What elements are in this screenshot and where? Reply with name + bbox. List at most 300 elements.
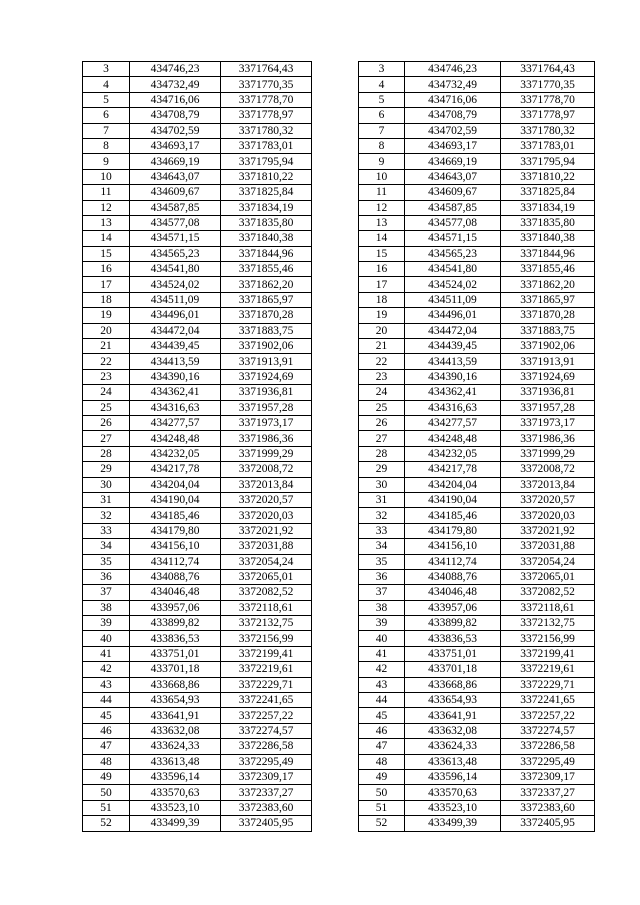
y-coordinate-cell: 3371778,97 xyxy=(501,108,595,123)
y-coordinate-cell: 3371810,22 xyxy=(501,169,595,184)
table-row xyxy=(359,385,595,400)
x-coordinate-cell: 434472,04 xyxy=(130,323,221,338)
point-number-cell: 35 xyxy=(359,554,405,569)
point-number-cell: 7 xyxy=(359,123,405,138)
y-coordinate-cell: 3371834,19 xyxy=(221,200,312,215)
point-number-cell: 5 xyxy=(359,92,405,107)
x-coordinate-cell: 434248,48 xyxy=(130,431,221,446)
table-row xyxy=(359,231,595,246)
x-coordinate-cell: 434524,02 xyxy=(405,277,501,292)
table-row xyxy=(359,277,595,292)
coordinates-table-left xyxy=(82,61,312,832)
point-number-cell: 10 xyxy=(359,169,405,184)
y-coordinate-cell: 3371986,36 xyxy=(501,431,595,446)
y-coordinate-cell: 3372199,41 xyxy=(221,646,312,661)
point-number-cell: 9 xyxy=(83,154,130,169)
point-number-cell: 5 xyxy=(83,92,130,107)
table-row xyxy=(359,185,595,200)
point-number-cell: 42 xyxy=(359,662,405,677)
point-number-cell: 20 xyxy=(83,323,130,338)
table-row xyxy=(83,308,312,323)
table-row xyxy=(83,600,312,615)
point-number-cell: 52 xyxy=(359,816,405,831)
table-row xyxy=(359,138,595,153)
y-coordinate-cell: 3372219,61 xyxy=(221,662,312,677)
table-row xyxy=(83,492,312,507)
x-coordinate-cell: 433668,86 xyxy=(130,677,221,692)
y-coordinate-cell: 3372118,61 xyxy=(501,600,595,615)
point-number-cell: 51 xyxy=(83,800,130,815)
y-coordinate-cell: 3371862,20 xyxy=(221,277,312,292)
point-number-cell: 41 xyxy=(83,646,130,661)
table-row xyxy=(83,662,312,677)
y-coordinate-cell: 3371957,28 xyxy=(221,400,312,415)
point-number-cell: 36 xyxy=(359,569,405,584)
y-coordinate-cell: 3371770,35 xyxy=(501,77,595,92)
x-coordinate-cell: 433751,01 xyxy=(405,646,501,661)
x-coordinate-cell: 433613,48 xyxy=(405,754,501,769)
table-row xyxy=(83,415,312,430)
table-row xyxy=(83,523,312,538)
y-coordinate-cell: 3372013,84 xyxy=(501,477,595,492)
y-coordinate-cell: 3371999,29 xyxy=(221,446,312,461)
x-coordinate-cell: 434413,59 xyxy=(405,354,501,369)
table-row xyxy=(359,769,595,784)
y-coordinate-cell: 3371936,81 xyxy=(501,385,595,400)
point-number-cell: 31 xyxy=(359,492,405,507)
table-row xyxy=(83,92,312,107)
y-coordinate-cell: 3372031,88 xyxy=(221,539,312,554)
x-coordinate-cell: 433523,10 xyxy=(130,800,221,815)
y-coordinate-cell: 3372020,03 xyxy=(221,508,312,523)
x-coordinate-cell: 434112,74 xyxy=(130,554,221,569)
x-coordinate-cell: 433596,14 xyxy=(130,769,221,784)
point-number-cell: 14 xyxy=(83,231,130,246)
table-row xyxy=(83,354,312,369)
coordinates-table-right xyxy=(358,61,595,832)
y-coordinate-cell: 3371778,70 xyxy=(501,92,595,107)
table-row xyxy=(83,369,312,384)
x-coordinate-cell: 434643,07 xyxy=(130,169,221,184)
y-coordinate-cell: 3372132,75 xyxy=(501,616,595,631)
x-coordinate-cell: 433641,91 xyxy=(130,708,221,723)
point-number-cell: 27 xyxy=(83,431,130,446)
y-coordinate-cell: 3372156,99 xyxy=(501,631,595,646)
x-coordinate-cell: 434702,59 xyxy=(130,123,221,138)
x-coordinate-cell: 434088,76 xyxy=(130,569,221,584)
y-coordinate-cell: 3371913,91 xyxy=(221,354,312,369)
point-number-cell: 50 xyxy=(83,785,130,800)
point-number-cell: 27 xyxy=(359,431,405,446)
table-row xyxy=(83,569,312,584)
point-number-cell: 15 xyxy=(83,246,130,261)
point-number-cell: 4 xyxy=(83,77,130,92)
x-coordinate-cell: 434565,23 xyxy=(130,246,221,261)
point-number-cell: 48 xyxy=(359,754,405,769)
point-number-cell: 3 xyxy=(359,62,405,77)
x-coordinate-cell: 434609,67 xyxy=(130,185,221,200)
y-coordinate-cell: 3371834,19 xyxy=(501,200,595,215)
table-row xyxy=(359,708,595,723)
table-row xyxy=(83,169,312,184)
x-coordinate-cell: 433570,63 xyxy=(130,785,221,800)
y-coordinate-cell: 3372054,24 xyxy=(221,554,312,569)
table-row xyxy=(83,677,312,692)
y-coordinate-cell: 3371999,29 xyxy=(501,446,595,461)
point-number-cell: 25 xyxy=(359,400,405,415)
table-row xyxy=(83,246,312,261)
x-coordinate-cell: 434565,23 xyxy=(405,246,501,261)
x-coordinate-cell: 434185,46 xyxy=(130,508,221,523)
point-number-cell: 32 xyxy=(359,508,405,523)
table-row xyxy=(359,477,595,492)
point-number-cell: 22 xyxy=(83,354,130,369)
table-row xyxy=(83,262,312,277)
x-coordinate-cell: 434669,19 xyxy=(130,154,221,169)
y-coordinate-cell: 3372219,61 xyxy=(501,662,595,677)
table-row xyxy=(359,246,595,261)
x-coordinate-cell: 434232,05 xyxy=(130,446,221,461)
x-coordinate-cell: 434204,04 xyxy=(130,477,221,492)
point-number-cell: 25 xyxy=(83,400,130,415)
table-row xyxy=(359,308,595,323)
point-number-cell: 32 xyxy=(83,508,130,523)
y-coordinate-cell: 3372065,01 xyxy=(221,569,312,584)
x-coordinate-cell: 434587,85 xyxy=(405,200,501,215)
y-coordinate-cell: 3371778,70 xyxy=(221,92,312,107)
table-row xyxy=(83,431,312,446)
table-row xyxy=(83,739,312,754)
x-coordinate-cell: 434693,17 xyxy=(130,138,221,153)
point-number-cell: 30 xyxy=(83,477,130,492)
table-row xyxy=(359,631,595,646)
y-coordinate-cell: 3372013,84 xyxy=(221,477,312,492)
y-coordinate-cell: 3371957,28 xyxy=(501,400,595,415)
point-number-cell: 20 xyxy=(359,323,405,338)
y-coordinate-cell: 3372020,03 xyxy=(501,508,595,523)
point-number-cell: 39 xyxy=(83,616,130,631)
table-row xyxy=(83,231,312,246)
y-coordinate-cell: 3372132,75 xyxy=(221,616,312,631)
x-coordinate-cell: 434577,08 xyxy=(405,215,501,230)
table-row xyxy=(359,92,595,107)
y-coordinate-cell: 3371764,43 xyxy=(501,62,595,77)
y-coordinate-cell: 3371780,32 xyxy=(221,123,312,138)
x-coordinate-cell: 433701,18 xyxy=(130,662,221,677)
x-coordinate-cell: 433899,82 xyxy=(405,616,501,631)
point-number-cell: 7 xyxy=(83,123,130,138)
table-row xyxy=(83,385,312,400)
table-row xyxy=(83,708,312,723)
point-number-cell: 15 xyxy=(359,246,405,261)
x-coordinate-cell: 433632,08 xyxy=(130,723,221,738)
table-row xyxy=(83,800,312,815)
x-coordinate-cell: 434571,15 xyxy=(405,231,501,246)
y-coordinate-cell: 3371783,01 xyxy=(501,138,595,153)
table-row xyxy=(83,215,312,230)
x-coordinate-cell: 433751,01 xyxy=(130,646,221,661)
y-coordinate-cell: 3372118,61 xyxy=(221,600,312,615)
y-coordinate-cell: 3372021,92 xyxy=(501,523,595,538)
x-coordinate-cell: 434609,67 xyxy=(405,185,501,200)
x-coordinate-cell: 434362,41 xyxy=(130,385,221,400)
table-row xyxy=(359,462,595,477)
x-coordinate-cell: 434088,76 xyxy=(405,569,501,584)
x-coordinate-cell: 433570,63 xyxy=(405,785,501,800)
x-coordinate-cell: 434496,01 xyxy=(130,308,221,323)
x-coordinate-cell: 433523,10 xyxy=(405,800,501,815)
x-coordinate-cell: 433499,39 xyxy=(130,816,221,831)
x-coordinate-cell: 433899,82 xyxy=(130,616,221,631)
y-coordinate-cell: 3371825,84 xyxy=(221,185,312,200)
x-coordinate-cell: 434248,48 xyxy=(405,431,501,446)
y-coordinate-cell: 3372241,65 xyxy=(501,693,595,708)
y-coordinate-cell: 3372065,01 xyxy=(501,569,595,584)
coordinates-table-left-body xyxy=(83,62,312,832)
table-row xyxy=(83,754,312,769)
point-number-cell: 45 xyxy=(359,708,405,723)
y-coordinate-cell: 3372405,95 xyxy=(501,816,595,831)
point-number-cell: 21 xyxy=(83,339,130,354)
x-coordinate-cell: 434732,49 xyxy=(405,77,501,92)
point-number-cell: 35 xyxy=(83,554,130,569)
y-coordinate-cell: 3372274,57 xyxy=(501,723,595,738)
table-row xyxy=(359,415,595,430)
table-row xyxy=(359,323,595,338)
table-row xyxy=(359,785,595,800)
table-row xyxy=(359,523,595,538)
table-row xyxy=(83,539,312,554)
x-coordinate-cell: 434316,63 xyxy=(130,400,221,415)
y-coordinate-cell: 3372383,60 xyxy=(221,800,312,815)
x-coordinate-cell: 433668,86 xyxy=(405,677,501,692)
table-row xyxy=(359,154,595,169)
table-row xyxy=(359,816,595,831)
y-coordinate-cell: 3372008,72 xyxy=(501,462,595,477)
x-coordinate-cell: 434693,17 xyxy=(405,138,501,153)
table-row xyxy=(359,723,595,738)
point-number-cell: 46 xyxy=(359,723,405,738)
table-row xyxy=(83,123,312,138)
point-number-cell: 13 xyxy=(83,215,130,230)
point-number-cell: 31 xyxy=(83,492,130,507)
x-coordinate-cell: 434390,16 xyxy=(405,369,501,384)
x-coordinate-cell: 433632,08 xyxy=(405,723,501,738)
table-row xyxy=(359,292,595,307)
y-coordinate-cell: 3372199,41 xyxy=(501,646,595,661)
x-coordinate-cell: 434541,80 xyxy=(130,262,221,277)
y-coordinate-cell: 3371783,01 xyxy=(221,138,312,153)
point-number-cell: 40 xyxy=(83,631,130,646)
y-coordinate-cell: 3371844,96 xyxy=(221,246,312,261)
y-coordinate-cell: 3371795,94 xyxy=(221,154,312,169)
y-coordinate-cell: 3372383,60 xyxy=(501,800,595,815)
x-coordinate-cell: 434472,04 xyxy=(405,323,501,338)
table-row xyxy=(359,431,595,446)
y-coordinate-cell: 3372257,22 xyxy=(501,708,595,723)
y-coordinate-cell: 3372082,52 xyxy=(221,585,312,600)
x-coordinate-cell: 434316,63 xyxy=(405,400,501,415)
table-row xyxy=(83,323,312,338)
table-row xyxy=(359,446,595,461)
point-number-cell: 3 xyxy=(83,62,130,77)
table-row xyxy=(359,646,595,661)
x-coordinate-cell: 434496,01 xyxy=(405,308,501,323)
table-row xyxy=(359,800,595,815)
point-number-cell: 16 xyxy=(83,262,130,277)
x-coordinate-cell: 433957,06 xyxy=(130,600,221,615)
y-coordinate-cell: 3371764,43 xyxy=(221,62,312,77)
table-row xyxy=(83,138,312,153)
point-number-cell: 22 xyxy=(359,354,405,369)
y-coordinate-cell: 3372156,99 xyxy=(221,631,312,646)
x-coordinate-cell: 434112,74 xyxy=(405,554,501,569)
x-coordinate-cell: 434413,59 xyxy=(130,354,221,369)
point-number-cell: 33 xyxy=(83,523,130,538)
x-coordinate-cell: 433654,93 xyxy=(405,693,501,708)
point-number-cell: 21 xyxy=(359,339,405,354)
table-row xyxy=(83,816,312,831)
y-coordinate-cell: 3371862,20 xyxy=(501,277,595,292)
x-coordinate-cell: 434277,57 xyxy=(405,415,501,430)
y-coordinate-cell: 3371844,96 xyxy=(501,246,595,261)
table-row xyxy=(83,77,312,92)
x-coordinate-cell: 434185,46 xyxy=(405,508,501,523)
x-coordinate-cell: 433596,14 xyxy=(405,769,501,784)
point-number-cell: 42 xyxy=(83,662,130,677)
table-row xyxy=(359,215,595,230)
point-number-cell: 29 xyxy=(359,462,405,477)
y-coordinate-cell: 3371865,97 xyxy=(221,292,312,307)
x-coordinate-cell: 434669,19 xyxy=(405,154,501,169)
y-coordinate-cell: 3371973,17 xyxy=(501,415,595,430)
table-row xyxy=(359,539,595,554)
point-number-cell: 45 xyxy=(83,708,130,723)
y-coordinate-cell: 3371855,46 xyxy=(501,262,595,277)
x-coordinate-cell: 434708,79 xyxy=(405,108,501,123)
table-row xyxy=(359,508,595,523)
y-coordinate-cell: 3371855,46 xyxy=(221,262,312,277)
y-coordinate-cell: 3372257,22 xyxy=(221,708,312,723)
y-coordinate-cell: 3372405,95 xyxy=(221,816,312,831)
y-coordinate-cell: 3372054,24 xyxy=(501,554,595,569)
table-row xyxy=(359,400,595,415)
y-coordinate-cell: 3371902,06 xyxy=(501,339,595,354)
y-coordinate-cell: 3372295,49 xyxy=(501,754,595,769)
table-row xyxy=(83,477,312,492)
y-coordinate-cell: 3371840,38 xyxy=(221,231,312,246)
table-row xyxy=(83,646,312,661)
x-coordinate-cell: 434716,06 xyxy=(405,92,501,107)
table-row xyxy=(359,739,595,754)
x-coordinate-cell: 434524,02 xyxy=(130,277,221,292)
x-coordinate-cell: 433836,53 xyxy=(130,631,221,646)
x-coordinate-cell: 434156,10 xyxy=(130,539,221,554)
table-row xyxy=(359,600,595,615)
y-coordinate-cell: 3371835,80 xyxy=(501,215,595,230)
y-coordinate-cell: 3372020,57 xyxy=(501,492,595,507)
x-coordinate-cell: 434217,78 xyxy=(405,462,501,477)
point-number-cell: 37 xyxy=(359,585,405,600)
x-coordinate-cell: 433624,33 xyxy=(130,739,221,754)
point-number-cell: 51 xyxy=(359,800,405,815)
point-number-cell: 49 xyxy=(83,769,130,784)
coordinates-table-right-body xyxy=(359,62,595,832)
point-number-cell: 30 xyxy=(359,477,405,492)
table-row xyxy=(359,62,595,77)
x-coordinate-cell: 434362,41 xyxy=(405,385,501,400)
x-coordinate-cell: 434046,48 xyxy=(130,585,221,600)
x-coordinate-cell: 434587,85 xyxy=(130,200,221,215)
x-coordinate-cell: 434390,16 xyxy=(130,369,221,384)
table-row xyxy=(83,693,312,708)
y-coordinate-cell: 3371913,91 xyxy=(501,354,595,369)
point-number-cell: 36 xyxy=(83,569,130,584)
x-coordinate-cell: 434179,80 xyxy=(405,523,501,538)
x-coordinate-cell: 433957,06 xyxy=(405,600,501,615)
x-coordinate-cell: 433654,93 xyxy=(130,693,221,708)
y-coordinate-cell: 3371770,35 xyxy=(221,77,312,92)
y-coordinate-cell: 3372241,65 xyxy=(221,693,312,708)
point-number-cell: 9 xyxy=(359,154,405,169)
table-row xyxy=(83,108,312,123)
y-coordinate-cell: 3372309,17 xyxy=(221,769,312,784)
point-number-cell: 46 xyxy=(83,723,130,738)
y-coordinate-cell: 3372082,52 xyxy=(501,585,595,600)
point-number-cell: 47 xyxy=(83,739,130,754)
y-coordinate-cell: 3372309,17 xyxy=(501,769,595,784)
y-coordinate-cell: 3371924,69 xyxy=(221,369,312,384)
x-coordinate-cell: 434190,04 xyxy=(405,492,501,507)
y-coordinate-cell: 3371883,75 xyxy=(501,323,595,338)
point-number-cell: 24 xyxy=(359,385,405,400)
table-row xyxy=(83,785,312,800)
point-number-cell: 26 xyxy=(83,415,130,430)
y-coordinate-cell: 3372295,49 xyxy=(221,754,312,769)
x-coordinate-cell: 433613,48 xyxy=(130,754,221,769)
point-number-cell: 12 xyxy=(359,200,405,215)
point-number-cell: 41 xyxy=(359,646,405,661)
x-coordinate-cell: 434708,79 xyxy=(130,108,221,123)
table-row xyxy=(83,400,312,415)
table-row xyxy=(359,677,595,692)
table-row xyxy=(359,169,595,184)
point-number-cell: 17 xyxy=(83,277,130,292)
point-number-cell: 8 xyxy=(83,138,130,153)
y-coordinate-cell: 3371835,80 xyxy=(221,215,312,230)
point-number-cell: 11 xyxy=(359,185,405,200)
point-number-cell: 19 xyxy=(359,308,405,323)
y-coordinate-cell: 3372337,27 xyxy=(501,785,595,800)
table-row xyxy=(359,369,595,384)
x-coordinate-cell: 434511,09 xyxy=(130,292,221,307)
point-number-cell: 38 xyxy=(359,600,405,615)
table-row xyxy=(83,585,312,600)
table-row xyxy=(359,754,595,769)
y-coordinate-cell: 3371986,36 xyxy=(221,431,312,446)
point-number-cell: 28 xyxy=(359,446,405,461)
x-coordinate-cell: 434277,57 xyxy=(130,415,221,430)
x-coordinate-cell: 434439,45 xyxy=(405,339,501,354)
x-coordinate-cell: 434541,80 xyxy=(405,262,501,277)
y-coordinate-cell: 3372274,57 xyxy=(221,723,312,738)
y-coordinate-cell: 3371780,32 xyxy=(501,123,595,138)
y-coordinate-cell: 3371778,97 xyxy=(221,108,312,123)
y-coordinate-cell: 3372020,57 xyxy=(221,492,312,507)
point-number-cell: 43 xyxy=(359,677,405,692)
y-coordinate-cell: 3371825,84 xyxy=(501,185,595,200)
table-row xyxy=(83,446,312,461)
